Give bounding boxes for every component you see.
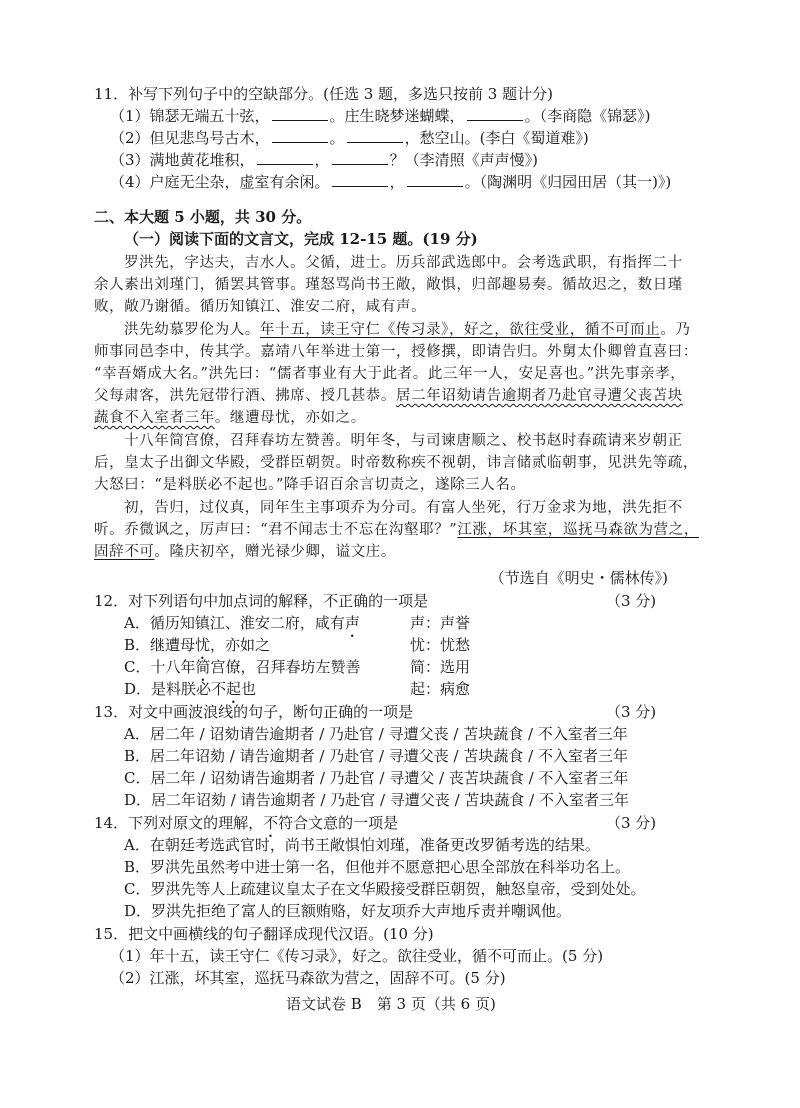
q14-points: （3 分) — [606, 814, 657, 832]
q13-points: （3 分) — [606, 703, 657, 721]
page-footer: 语文试卷 B 第 3 页（共 6 页) — [286, 995, 496, 1013]
passage-line: 大怒曰：“是料朕必不起也。”降手诏百余言切责之，遂除三人名。 — [94, 477, 526, 493]
q15-item-2: （2）江涨，坏其室，巡抚马森欲为营之，固辞不可。(5 分) — [110, 969, 506, 987]
q12-option-b[interactable]: B．继遭母忧，亦如之 — [124, 636, 271, 654]
answer-blank[interactable] — [407, 172, 463, 187]
section-subtitle: （一）阅读下面的文言文，完成 12-15 题。(19 分) — [124, 230, 478, 248]
q12-gloss-c: 简：选用 — [410, 658, 471, 676]
section-title: 二、本大题 5 小题，共 30 分。 — [94, 208, 312, 226]
answer-blank[interactable] — [332, 172, 388, 187]
answer-blank[interactable] — [347, 128, 403, 143]
q12-stem: 12．对下列语句中加点词的解释，不正确的一项是 — [94, 592, 429, 610]
q14-option-b[interactable]: B．罗洪先虽然考中进士第一名，但他并不愿意把心思全部放在科举功名上。 — [124, 858, 631, 876]
q13-stem: 13．对文中画波浪线的句子，断句正确的一项是 — [94, 703, 414, 721]
q12-gloss-a: 声：声誉 — [410, 614, 471, 632]
passage-line: 初，告归，过仪真，同年生主事项乔为分司。有富人坐死，行万金求为地，洪先拒不 — [124, 500, 683, 516]
underlined-sentence: 年十五，读王守仁《传习录》，好之，欲往受业，循不可而止 — [259, 322, 661, 338]
underlined-sentence: 江涨，坏其室，巡抚马森欲为营之， — [457, 522, 699, 538]
passage-line: 罗洪先，字达夫，吉水人。父循，进士。历兵部武选郎中。会考选武职，有指挥二十 — [124, 255, 683, 271]
q14-option-d[interactable]: D．罗洪先拒绝了富人的巨额贿赂，好友项乔大声地斥责并嘲讽他。 — [124, 902, 572, 920]
passage-line: 十八年简宫僚，召拜春坊左赞善。明年冬，与司谏唐顺之、校书赵时春疏请来岁朝正 — [124, 433, 683, 449]
q13-option-d[interactable]: D．居二年诏劾 / 请告逾期者 / 乃赴官 / 寻遭父丧 / 苫块蔬食 / 不入室者三年 — [124, 791, 629, 809]
passage-line: 后，皇太子出御文华殿，受群臣朝贺。时帝数称疾不视朝，讳言储贰临朝事，见洪先等疏， — [94, 455, 698, 471]
q15-item-1: （1）年十五，读王守仁《传习录》，好之。欲往受业，循不可而止。(5 分) — [110, 947, 604, 965]
q12-option-d[interactable]: D．是料朕必不起也 — [124, 680, 257, 698]
q11-stem: 11．补写下列句子中的空缺部分。(任选 3 题，多选只按前 3 题计分) — [94, 85, 553, 103]
q12-option-c[interactable]: C．十八年简宫僚，召拜春坊左赞善 — [124, 658, 361, 676]
answer-blank[interactable] — [467, 106, 523, 121]
q14-option-c[interactable]: C．罗洪先等人上疏建议皇太子在文华殿接受群臣朝贺，触怒皇帝，受到处处。 — [124, 880, 646, 898]
q12-gloss-d: 起：病愈 — [410, 680, 471, 698]
q11-item-3: （3）满地黄花堆积， ， ？（李清照《声声慢》) — [110, 151, 538, 169]
q15-stem: 15．把文中画横线的句子翻译成现代汉语。(10 分) — [94, 925, 434, 943]
passage-line: 蔬食不入室者三年。继遭母忧，亦如之。 — [94, 410, 366, 426]
q12-points: （3 分) — [606, 592, 657, 610]
q12-gloss-b: 忧：忧愁 — [410, 636, 471, 654]
passage-line: 听。乔微讽之，厉声曰：“君不闻志士不忘在沟壑耶？”江涨，坏其室，巡抚马森欲为营之， — [94, 522, 699, 538]
underlined-sentence: 固辞不可 — [94, 544, 155, 560]
passage-line: 洪先幼慕罗伦为人。年十五，读王守仁《传习录》，好之，欲往受业，循不可而止。乃 — [124, 322, 691, 338]
passage-line: 败，敞乃谢循。循历知镇江、淮安二府，咸有声。 — [94, 299, 427, 315]
q13-option-a[interactable]: A．居二年 / 诏劾请告逾期者 / 乃赴官 / 寻遭父丧 / 苫块蔬食 / 不入室者三年 — [124, 725, 628, 743]
passage-line: 固辞不可。隆庆初卒，赠光禄少卿，谥文庄。 — [94, 544, 397, 560]
q13-option-b[interactable]: B．居二年诏劾 / 请告逾期者 / 乃赴官 / 寻遭父丧 / 苫块蔬食 / 不入室者三年 — [124, 747, 628, 765]
answer-blank[interactable] — [332, 150, 388, 165]
passage-line: 师事同邑李中，传其学。嘉靖八年举进士第一，授修撰，即请告归。外舅太仆卿曾直喜曰： — [94, 344, 698, 360]
q14-stem: 14．下列对原文的理解，不符合文意的一项是 — [94, 814, 399, 832]
passage-source: （节选自《明史・儒林传》) — [489, 569, 668, 587]
passage-line: “幸吾婿成大名。”洪先曰：“儒者事业有大于此者。此三年一人，安足喜也。”洪先事亲孝， — [94, 366, 686, 382]
passage-line: 余人素出刘瑾门，循罢其管事。瑾怒骂尚书王敞，敞惧，归部趣易奏。循故迟之，数日瑾 — [94, 277, 683, 293]
q11-item-2: （2）但见悲鸟号古木， 。 ，愁空山。(李白《蜀道难》) — [110, 129, 589, 147]
answer-blank[interactable] — [257, 150, 313, 165]
wavy-underlined-sentence: 蔬食不入室者三年 — [94, 410, 215, 426]
q14-option-a[interactable]: A．在朝廷考选武官时，尚书王敞惧怕刘瑾，准备更改罗循考选的结果。 — [124, 836, 600, 854]
answer-blank[interactable] — [272, 106, 328, 121]
passage-line: 父每肃客，洪先冠带行酒、拂席、授几甚恭。居二年诏劾请告逾期者乃赴官寻遭父丧苫块 — [94, 388, 683, 404]
q13-option-c[interactable]: C．居二年 / 诏劾请告逾期者 / 乃赴官 / 寻遭父 / 丧苫块蔬食 / 不入室者三年 — [124, 769, 629, 787]
q12-option-a[interactable]: A．循历知镇江、淮安二府，咸有声 — [124, 614, 360, 632]
answer-blank[interactable] — [272, 128, 328, 143]
q11-item-4: （4）户庭无尘杂，虚室有余闲。 ， 。（陶渊明《归园田居（其一)》) — [110, 173, 672, 191]
wavy-underlined-sentence: 居二年诏劾请告逾期者乃赴官寻遭父丧苫块 — [396, 388, 683, 404]
q11-item-1: （1）锦瑟无端五十弦， 。庄生晓梦迷蝴蝶， 。（李商隐《锦瑟》) — [110, 107, 651, 125]
